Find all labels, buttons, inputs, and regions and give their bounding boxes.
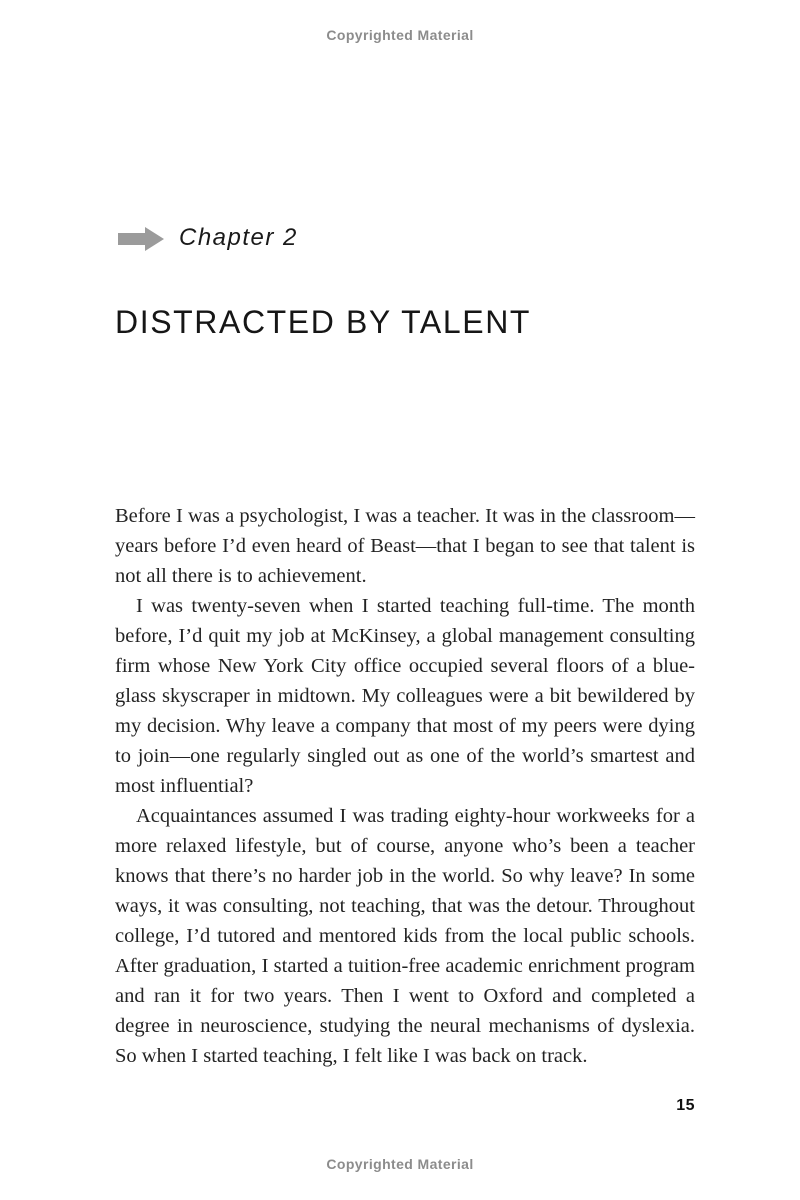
chapter-label: Chapter 2 (179, 224, 298, 251)
chapter-title: DISTRACTED BY TALENT (115, 304, 532, 341)
copyright-notice-top: Copyrighted Material (326, 27, 474, 43)
chapter-arrow-icon (118, 227, 164, 251)
body-paragraph: Acquaintances assumed I was trading eighty-hour workweeks for a more relaxed lifestyle, but of course, anyone who’s been a teacher knows that there’s no harder job in the world. So why leave? In some ways, it was consulting, not teaching, that was the detour. Throughout college, I’d tutored and mentored kids from the local public schools. After graduation, I started a tuition-free academic enrichment program and ran it for two years. Then I went to Oxford and completed a degree in neuroscience, studying the neural mechanisms of dyslexia. So when I started teaching, I felt like I was back on track. (115, 805, 695, 1067)
page-number: 15 (676, 1097, 695, 1114)
chapter-arrow-shape (118, 227, 164, 251)
body-paragraph: Before I was a psychologist, I was a teacher. It was in the classroom—years before I’d even heard of Beast—that I began to see that talent is not all there is to achievement. (115, 505, 695, 587)
body-text (115, 501, 695, 1071)
chapter-header (118, 224, 298, 254)
body-paragraph: I was twenty-seven when I started teaching full-time. The month before, I’d quit my job at McKinsey, a global management consulting firm whose New York City office occupied several floors of a blue-glass skyscraper in midtown. My colleagues were a bit bewildered by my decision. Why leave a company that most of my peers were dying to join—one regularly singled out as one of the world’s smartest and most influential? (115, 595, 695, 797)
copyright-notice-bottom: Copyrighted Material (326, 1156, 474, 1172)
